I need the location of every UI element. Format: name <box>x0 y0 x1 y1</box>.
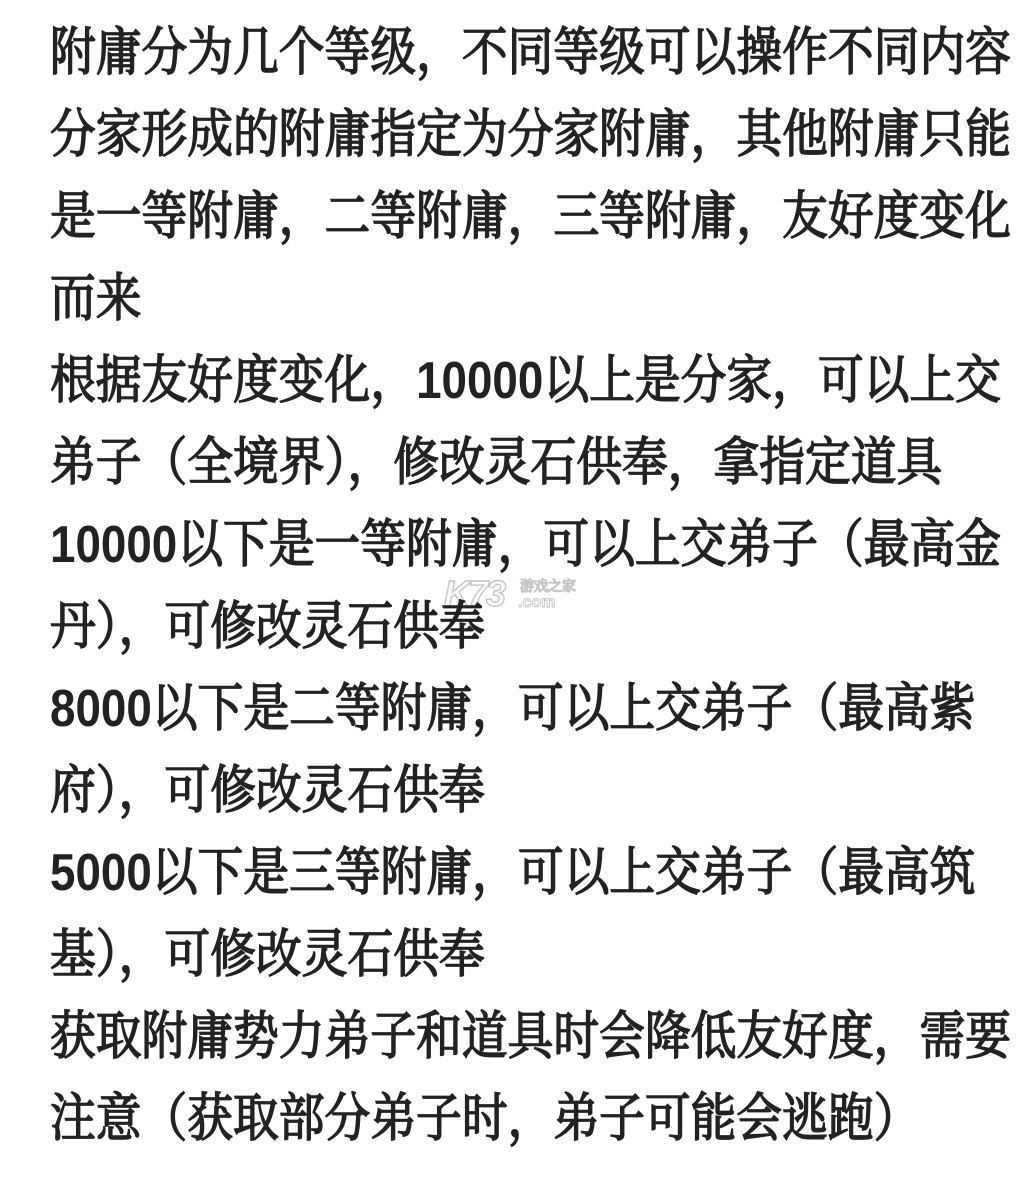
text-line: 丹），可修改灵石供奉 <box>50 597 485 656</box>
watermark-site-name: 游戏之家 <box>520 578 576 594</box>
text-line: 注意（获取部分弟子时，弟子可能会逃跑） <box>50 1089 920 1148</box>
watermark-domain-suffix: .com <box>518 594 556 611</box>
text-line: 根据友好度变化，10000以上是分家，可以上交 <box>50 351 1001 410</box>
text-line: 附庸分为几个等级，不同等级可以操作不同内容 <box>50 23 1011 82</box>
text-line: 弟子（全境界），修改灵石供奉，拿指定道具 <box>50 433 943 492</box>
text-line: 府），可修改灵石供奉 <box>50 761 485 820</box>
text-line: 5000以下是三等附庸，可以上交弟子（最高筑 <box>50 843 976 902</box>
text-line: 分家形成的附庸指定为分家附庸，其他附庸只能 <box>50 105 1011 164</box>
text-line: 10000以下是一等附庸，可以上交弟子（最高金 <box>50 515 1001 574</box>
text-line: 而来 <box>50 269 142 328</box>
text-line: 8000以下是二等附庸，可以上交弟子（最高紫 <box>50 679 976 738</box>
article-body <box>50 6 1017 1154</box>
text-line: 基），可修改灵石供奉 <box>50 925 485 984</box>
text-line: 获取附庸势力弟子和道具时会降低友好度，需要 <box>50 1007 1011 1066</box>
k73-logo-text: K73 <box>444 575 505 613</box>
text-line: 是一等附庸，二等附庸，三等附庸，友好度变化 <box>50 187 1011 246</box>
